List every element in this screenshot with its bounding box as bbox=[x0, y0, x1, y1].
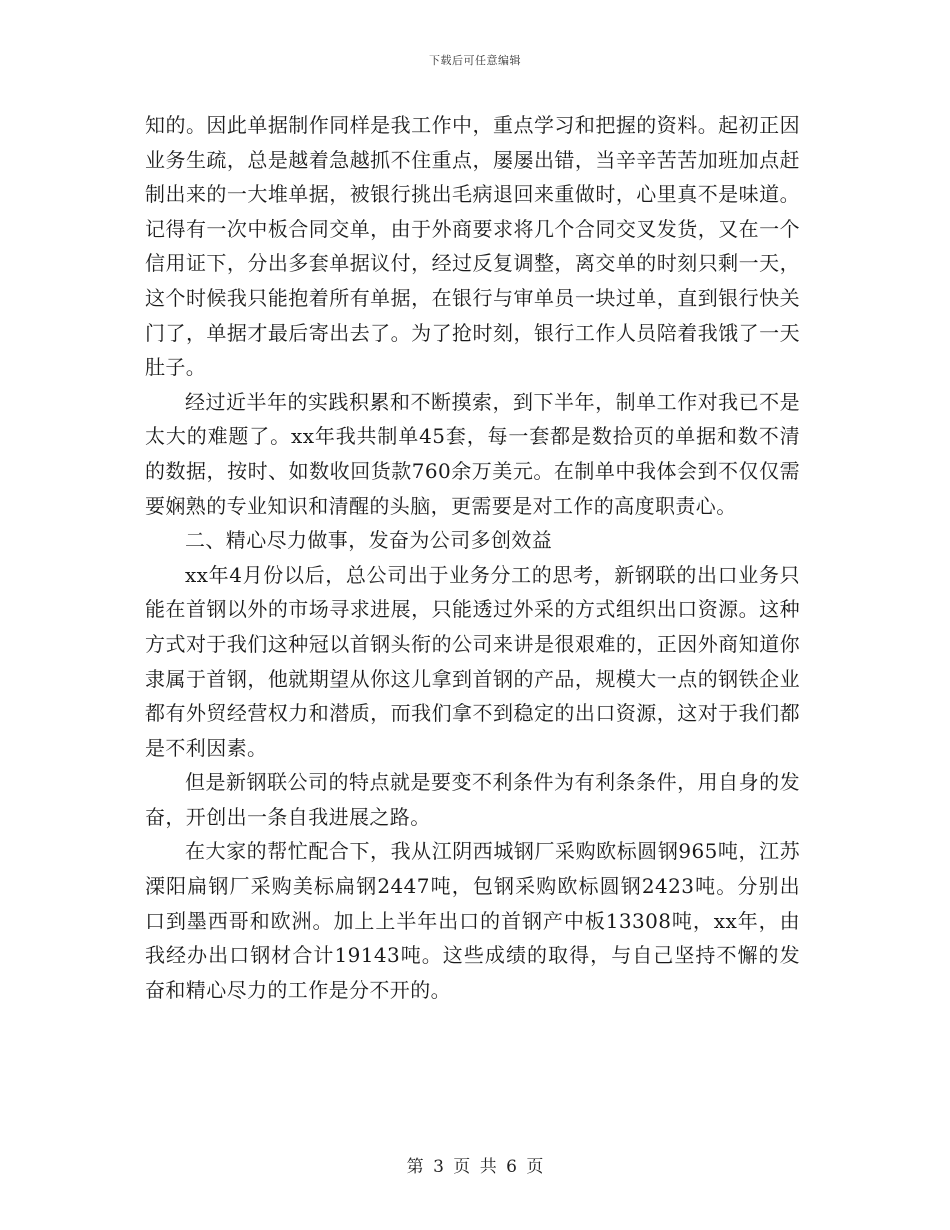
page-footer: 第 3 页 共 6 页 bbox=[406, 1157, 544, 1177]
paragraph-4: 但是新钢联公司的特点就是要变不利条件为有利条条件，用自身的发奋，开创出一条自我进展之路。 bbox=[145, 770, 800, 829]
paragraph-2: 经过近半年的实践积累和不断摸索，到下半年，制单工作对我已不是太大的难题了。xx年我共制单45套，每一套都是数拾页的单据和数不清的数据，按时、如数收回货款760余万美元。在制单中我体会到不仅仅需要娴熟的专业知识和清醒的头脑，更需要是对工作的高度职责心。 bbox=[145, 389, 800, 518]
page-header: 下载后可任意编辑 bbox=[429, 54, 521, 67]
paragraph-3: xx年4月份以后，总公司出于业务分工的思考，新钢联的出口业务只能在首钢以外的市场寻求进展，只能透过外采的方式组织出口资源。这种方式对于我们这种冠以首钢头衔的公司来讲是很艰难的，正因外商知道你隶属于首钢，他就期望从你这儿拿到首钢的产品，规模大一点的钢铁企业都有外贸经营权力和潜质，而我们拿不到稳定的出口资源，这对于我们都是不利因素。 bbox=[145, 562, 800, 760]
paragraph-1: 知的。因此单据制作同样是我工作中，重点学习和把握的资料。起初正因业务生疏，总是越着急越抓不住重点，屡屡出错，当辛辛苦苦加班加点赶制出来的一大堆单据，被银行挑出毛病退回来重做时，心里真不是味道。记得有一次中板合同交单，由于外商要求将几个合同交叉发货，又在一个信用证下，分出多套单据议付，经过反复调整，离交单的时刻只剩一天，这个时候我只能抱着所有单据，在银行与审单员一块过单，直到银行快关门了，单据才最后寄出去了。为了抢时刻，银行工作人员陪着我饿了一天肚子。 bbox=[145, 113, 800, 380]
document-body bbox=[145, 108, 800, 1007]
paragraph-5: 在大家的帮忙配合下，我从江阴西城钢厂采购欧标圆钢965吨，江苏溧阳扁钢厂采购美标扁钢2447吨，包钢采购欧标圆钢2423吨。分别出口到墨西哥和欧洲。加上上半年出口的首钢产中板13308吨，xx年，由我经办出口钢材合计19143吨。这些成绩的取得，与自己坚持不懈的发奋和精心尽力的工作是分不开的。 bbox=[145, 839, 800, 1002]
section-heading: 二、精心尽力做事，发奋为公司多创效益 bbox=[185, 528, 553, 553]
